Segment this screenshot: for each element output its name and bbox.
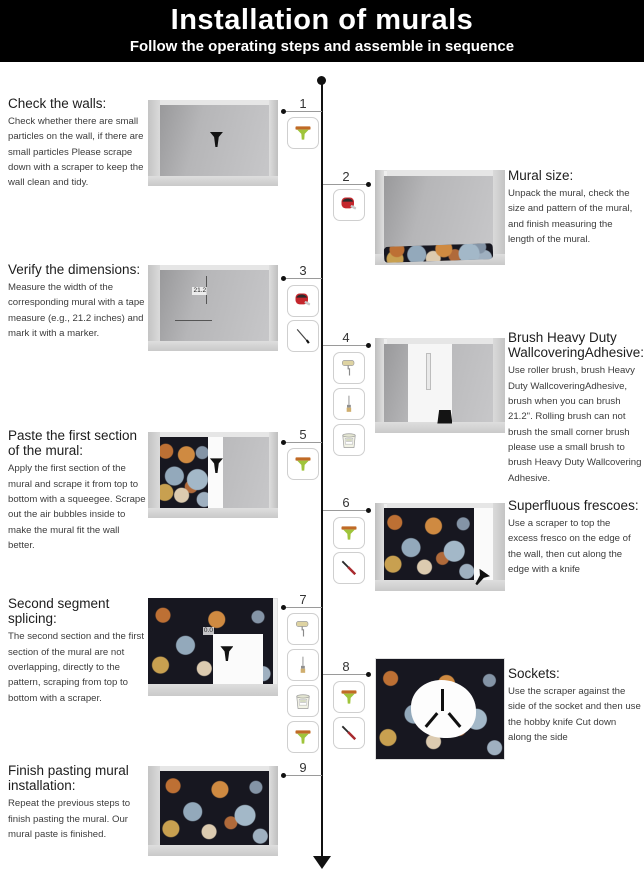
excess-edge <box>474 508 494 580</box>
step-6-body: Use a scraper to top the excess fresco on the edge of the wall, then cut along the edge with a knife <box>508 518 631 576</box>
step-4-room-image <box>375 338 505 433</box>
step-8-body: Use the scraper against the side of the socket and then use the hobby knife Cut down along the side <box>508 686 641 744</box>
step-9-number: 9 <box>299 760 307 775</box>
step-5-number: 5 <box>299 427 307 442</box>
step-2-room-image <box>375 170 505 265</box>
adhesive-bucket-icon <box>287 685 319 717</box>
scraper-icon <box>333 517 365 549</box>
scraper-icon <box>287 117 319 149</box>
step-3-text <box>8 262 148 341</box>
step-1-body: Check whether there are small particles on the wall, if there are small particles Please scrape down with a scraper to keep the wall clean and tidy. <box>8 116 144 189</box>
knife-icon <box>333 552 365 584</box>
scraper-icon <box>287 448 319 480</box>
scraper-icon <box>333 681 365 713</box>
step-2-title: Mural size: <box>508 168 574 183</box>
step-7-title: Second segment splicing: <box>8 596 110 627</box>
step-3-number: 3 <box>299 263 307 278</box>
step-3-title: Verify the dimensions: <box>8 262 141 277</box>
step-4-title: Brush Heavy Duty WallcoveringAdhesive: <box>508 330 644 361</box>
step-6-room-image <box>375 503 505 591</box>
step-2-text <box>508 168 640 247</box>
roller-brush-icon <box>333 352 365 384</box>
step-1-number: 1 <box>299 96 307 111</box>
step-3-room-image <box>148 265 278 351</box>
step-9-connector <box>284 775 322 776</box>
scraper-mark <box>210 132 223 147</box>
bucket-on-floor <box>437 410 452 424</box>
marker-icon <box>287 320 319 352</box>
small-brush-icon <box>287 649 319 681</box>
step-8-connector <box>323 674 368 675</box>
small-brush-icon <box>333 388 365 420</box>
step-9-room-image <box>148 766 278 856</box>
page-title: Installation of murals <box>170 4 474 36</box>
step-9-title: Finish pasting mural installation: <box>8 763 129 794</box>
step-7-text <box>8 596 148 706</box>
step-6-title: Superfluous frescoes: <box>508 498 639 513</box>
roller-on-wall <box>426 353 431 390</box>
header <box>0 0 644 62</box>
step-6-connector <box>323 510 368 511</box>
measure-line-horizontal <box>175 320 212 321</box>
step-8-text <box>508 666 642 745</box>
step-1-title: Check the walls: <box>8 96 107 111</box>
roller-brush-icon <box>287 613 319 645</box>
adhesive-bucket-icon <box>333 424 365 456</box>
step-6-text <box>508 498 642 577</box>
step-1-room-image <box>148 100 278 186</box>
step-4-body: Use roller brush, brush Heavy Duty WallcoveringAdhesive, brush when you can brush 21.2". Rolling brush can not brush the small corner brush please use a small brush to brush Heavy Duty Wallcovering Adhesive. <box>508 365 642 484</box>
step-6-number: 6 <box>342 495 350 510</box>
step-5-room-image <box>148 432 278 518</box>
step-1-text <box>8 96 148 191</box>
page-subtitle: Follow the operating steps and assemble in sequence <box>129 38 515 55</box>
mural-finished <box>160 771 269 845</box>
step-8-room-image <box>375 658 505 760</box>
knife-icon <box>333 717 365 749</box>
measure-label: 21.2 <box>193 287 207 295</box>
cut-line <box>441 689 444 711</box>
step-4-connector <box>323 345 368 346</box>
step-2-body: Unpack the mural, check the size and pattern of the mural, and finish measuring the length of the mural. <box>508 188 633 246</box>
step-5-title: Paste the first section of the mural: <box>8 428 138 459</box>
step-4-text <box>508 330 642 486</box>
step-3-body: Measure the width of the corresponding mural with a tape measure (e.g., 21.2 inches) and mark it with a marker. <box>8 282 145 340</box>
step-7-room-image <box>148 598 278 696</box>
step-9-body: Repeat the previous steps to finish pasting the mural. Our mural paste is finished. <box>8 798 131 840</box>
step-4-number: 4 <box>342 330 350 345</box>
step-3-connector <box>284 278 322 279</box>
step-2-connector <box>323 184 368 185</box>
timeline-line <box>321 84 323 856</box>
step-7-connector <box>284 607 322 608</box>
step-7-body: The second section and the first section of the mural are not overlapping, directly to the pattern, scraping from top to bottom with a scraper. <box>8 631 144 704</box>
step-7-number: 7 <box>299 592 307 607</box>
step-2-number: 2 <box>342 169 350 184</box>
mural-section <box>384 508 474 580</box>
tape-measure-icon <box>287 285 319 317</box>
step-9-text <box>8 763 148 842</box>
step-1-connector <box>284 111 322 112</box>
step-8-number: 8 <box>342 659 350 674</box>
tape-measure-icon <box>333 189 365 221</box>
splice-seam <box>213 634 263 684</box>
timeline-arrow-icon <box>313 856 331 869</box>
step-8-title: Sockets: <box>508 666 560 681</box>
overlap-label: 0.0 <box>203 627 213 635</box>
step-5-body: Apply the first section of the mural and scrape it from top to bottom with a squeegee. Scrape out the air bubbles inside to make the mural fit the wall better. <box>8 463 146 551</box>
mural-first-section <box>160 437 208 508</box>
step-5-connector <box>284 442 322 443</box>
scraper-icon <box>287 721 319 753</box>
step-5-text <box>8 428 148 553</box>
